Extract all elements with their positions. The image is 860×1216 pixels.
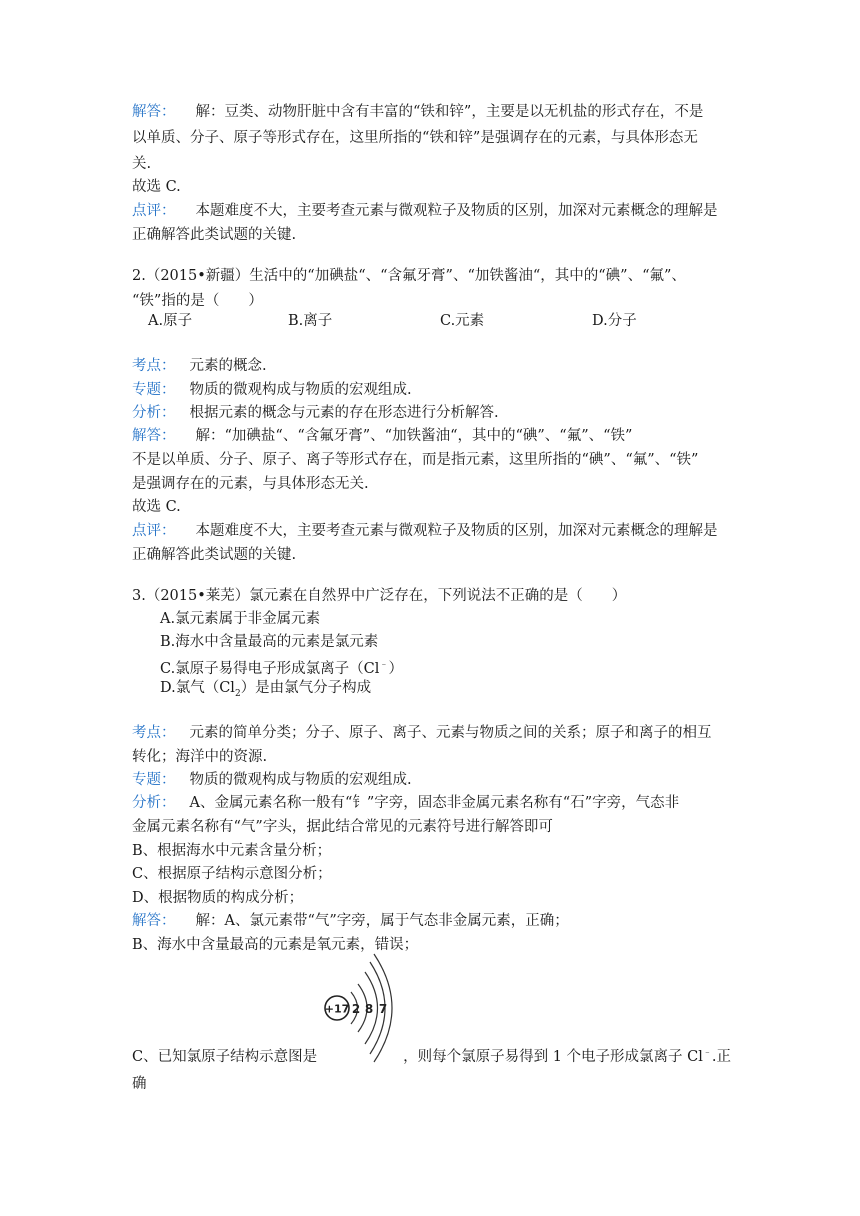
q3-answer-text: 解：A、氯元素带“气”字旁，属于气态非金属元素，正确； <box>195 913 569 929</box>
answer-label: 解答： <box>132 104 176 120</box>
q3-answer-line3-charge: ﹣ <box>702 1048 712 1058</box>
q3-topic <box>132 770 412 790</box>
q3-answer-line2: B、海水中含量最高的元素是氧元素，错误； <box>132 937 419 953</box>
q2-option-d: D.分子 <box>592 313 637 329</box>
q2-analysis <box>132 403 499 423</box>
q3-option-c-close: ） <box>388 660 403 677</box>
q3-option-d-subscript: 2 <box>234 688 241 699</box>
q3-answer-line4: 确 <box>132 1076 147 1092</box>
analysis-label: 分析： <box>132 405 176 421</box>
q1-answer-text: 解：豆类、动物肝脏中含有丰富的“铁和锌”，主要是以无机盐的形式存在，不是 <box>195 104 704 120</box>
q3-point-line2: 转化；海洋中的资源. <box>132 749 268 765</box>
topic-label: 专题： <box>132 382 176 398</box>
q1-answer-line1 <box>132 102 703 122</box>
point-label: 考点： <box>132 358 176 374</box>
q3-analysis-line1 <box>132 793 679 813</box>
q3-point-text: 元素的简单分类；分子、原子、离子、元素与物质之间的关系；原子和离子的相互 <box>189 725 712 741</box>
q2-answer-text: 解：“加碘盐“、“含氟牙膏”、“加铁酱油“，其中的“碘”、“氟”、“铁” <box>195 428 633 444</box>
q3-answer-line1 <box>132 911 569 931</box>
q3-analysis-line3: B、根据海水中元素含量分析； <box>132 843 332 859</box>
q2-comment-line2: 正确解答此类试题的关键. <box>132 547 297 563</box>
q1-comment-line1 <box>132 201 718 221</box>
q3-answer-line3-end: .正 <box>711 1048 732 1065</box>
q3-topic-text: 物质的微观构成与物质的宏观组成. <box>189 772 412 788</box>
q2-point <box>132 356 267 376</box>
q2-option-c: C.元素 <box>440 313 485 329</box>
q3-option-d-text: D.氯气（Cl <box>160 680 235 696</box>
q1-choice: 故选 C. <box>132 179 181 195</box>
answer-label: 解答： <box>132 913 176 929</box>
q2-answer-line3: 是强调存在的元素，与具体形态无关. <box>132 476 369 492</box>
q3-option-d <box>160 678 371 704</box>
shell-electrons-2: 8 <box>364 1002 374 1016</box>
shell-electrons-1: 2 <box>351 1002 361 1016</box>
q1-comment-line2: 正确解答此类试题的关键. <box>132 227 297 243</box>
topic-label: 专题： <box>132 772 176 788</box>
q3-answer-line3-pre: C、已知氯原子结构示意图是 <box>132 1048 318 1065</box>
comment-label: 点评： <box>132 523 176 539</box>
q2-stem-line2: “铁”指的是（ ） <box>132 293 263 309</box>
answer-label: 解答： <box>132 428 176 444</box>
comment-label: 点评： <box>132 203 176 219</box>
nucleus-charge: +17 <box>324 1002 350 1016</box>
q3-analysis-text: A、金属元素名称一般有“钅”字旁，固态非金属元素名称有“石”字旁，气态非 <box>189 795 680 811</box>
q2-topic <box>132 380 412 400</box>
q2-option-a: A.原子 <box>148 313 193 329</box>
q3-analysis-line2: 金属元素名称有“气”字头，据此结合常见的元素符号进行解答即可 <box>132 819 553 835</box>
q1-answer-line3: 关. <box>132 156 152 172</box>
q2-answer-line2: 不是以单质、分子、原子、离子等形式存在，而是指元素，这里所指的“碘”、“氟”、“铁” <box>132 452 699 468</box>
q2-analysis-text: 根据元素的概念与元素的存在形态进行分析解答. <box>189 405 499 421</box>
q3-answer-line3-post: ，则每个氯原子易得到 1 个电子形成氯离子 Cl <box>403 1048 703 1065</box>
q2-comment-text: 本题难度不大，主要考查元素与微观粒子及物质的区别，加深对元素概念的理解是 <box>195 523 718 539</box>
q3-option-d-rest: ）是由氯气分子构成 <box>240 680 372 696</box>
q3-option-b: B.海水中含量最高的元素是氯元素 <box>160 634 379 650</box>
q2-topic-text: 物质的微观构成与物质的宏观组成. <box>189 382 412 398</box>
q2-point-text: 元素的概念. <box>189 358 267 374</box>
analysis-label: 分析： <box>132 795 176 811</box>
q3-option-c <box>160 655 403 679</box>
q3-option-c-text: C.氯原子易得电子形成氯离子（Cl <box>160 660 380 677</box>
q1-comment-text: 本题难度不大，主要考查元素与微观粒子及物质的区别，加深对元素概念的理解是 <box>195 203 718 219</box>
q2-option-b: B.离子 <box>288 313 333 329</box>
q2-answer-line1 <box>132 426 632 446</box>
q3-option-c-charge: ﹣ <box>379 660 389 670</box>
q3-analysis-line5: D、根据物质的构成分析； <box>132 890 304 906</box>
q2-comment-line1 <box>132 521 718 541</box>
q3-point-line1 <box>132 723 712 743</box>
q2-choice: 故选 C. <box>132 499 181 515</box>
q3-answer-line3 <box>132 1043 731 1067</box>
q3-option-a: A.氯元素属于非金属元素 <box>160 611 321 627</box>
shell-electrons-3: 7 <box>378 1002 388 1016</box>
q1-answer-line2: 以单质、分子、原子等形式存在，这里所指的“铁和锌”是强调存在的元素，与具体形态无 <box>132 130 698 146</box>
point-label: 考点： <box>132 725 176 741</box>
q3-stem: 3.（2015•莱芜）氯元素在自然界中广泛存在，下列说法不正确的是（ ） <box>132 588 627 604</box>
q3-analysis-line4: C、根据原子结构示意图分析； <box>132 866 332 882</box>
q2-stem-line1: 2.（2015•新疆）生活中的“加碘盐“、“含氟牙膏”、“加铁酱油“，其中的“碘”、“氟”、 <box>132 268 686 284</box>
